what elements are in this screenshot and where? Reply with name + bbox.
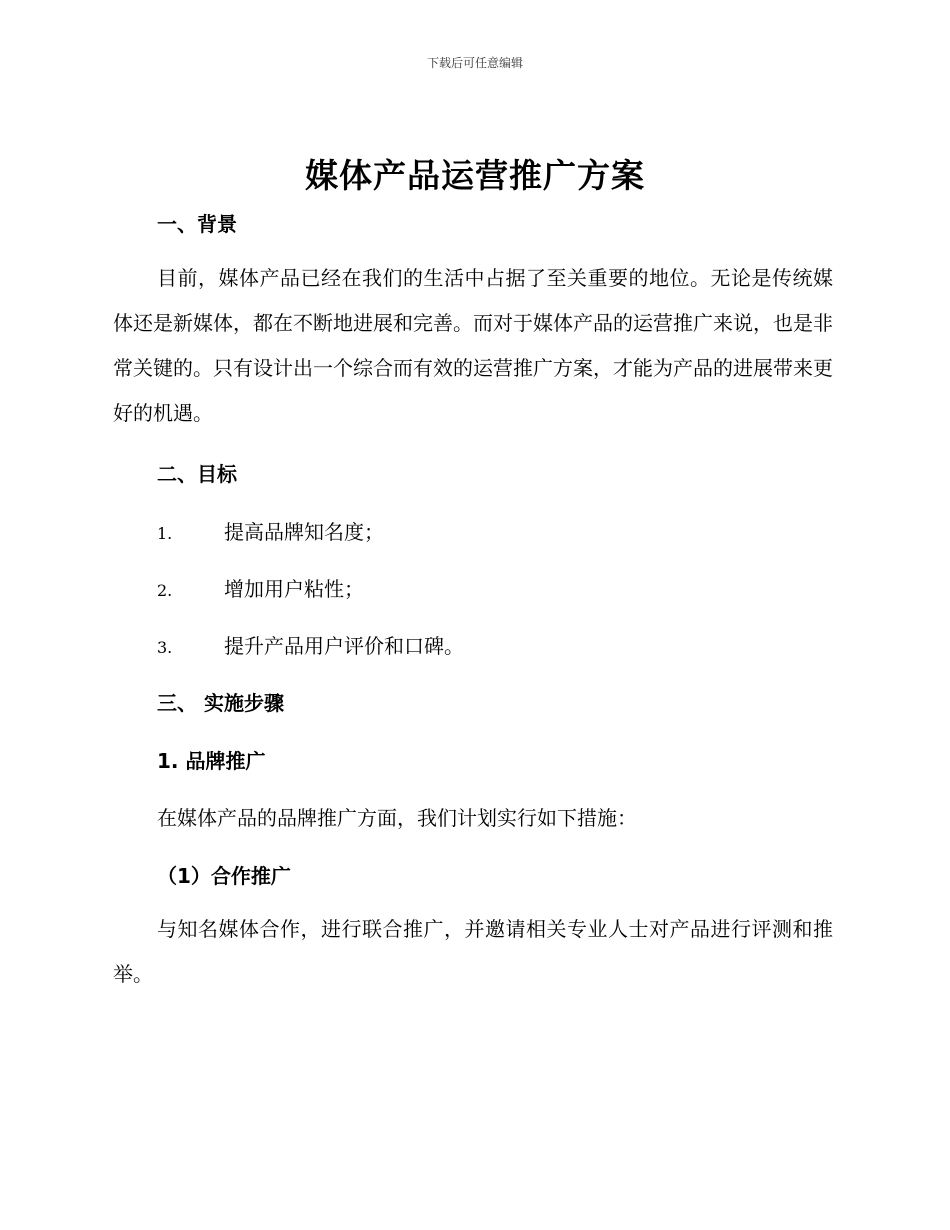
- list-item-text: 提升产品用户评价和口碑。: [224, 634, 464, 658]
- heading-goals: 二、目标: [157, 462, 237, 486]
- list-number: 3.: [157, 638, 173, 657]
- list-item-text: 提高品牌知名度；: [224, 520, 384, 544]
- page-header-note: 下载后可任意编辑: [426, 56, 523, 70]
- paragraph-background: 目前，媒体产品已经在我们的生活中占据了至关重要的地位。无论是传统媒体还是新媒体，都在不断地进展和完善。而对于媒体产品的运营推广来说，也是非常关键的。只有设计出一个综合而有效的运营推广方案，才能为产品的进展带来更好的机遇。: [113, 266, 833, 425]
- goal-list-item: [157, 516, 384, 545]
- goal-list-item: [157, 573, 364, 602]
- paragraph-cooperation-promotion: 与知名媒体合作，进行联合推广，并邀请相关专业人士对产品进行评测和推举。: [113, 917, 833, 986]
- list-item-text: 增加用户粘性；: [224, 577, 364, 601]
- list-number: 1.: [157, 524, 173, 543]
- brand-promotion-intro: 在媒体产品的品牌推广方面，我们计划实行如下措施：: [157, 806, 637, 830]
- heading-background: 一、背景: [157, 212, 237, 236]
- heading-steps: 三、 实施步骤: [157, 691, 284, 715]
- list-number: 2.: [157, 581, 173, 600]
- goal-list-item: [157, 630, 464, 659]
- document-title: 媒体产品运营推广方案: [305, 156, 645, 195]
- subheading-brand-promotion: 1. 品牌推广: [157, 749, 266, 773]
- subheading-cooperation-promotion: （1）合作推广: [157, 864, 291, 888]
